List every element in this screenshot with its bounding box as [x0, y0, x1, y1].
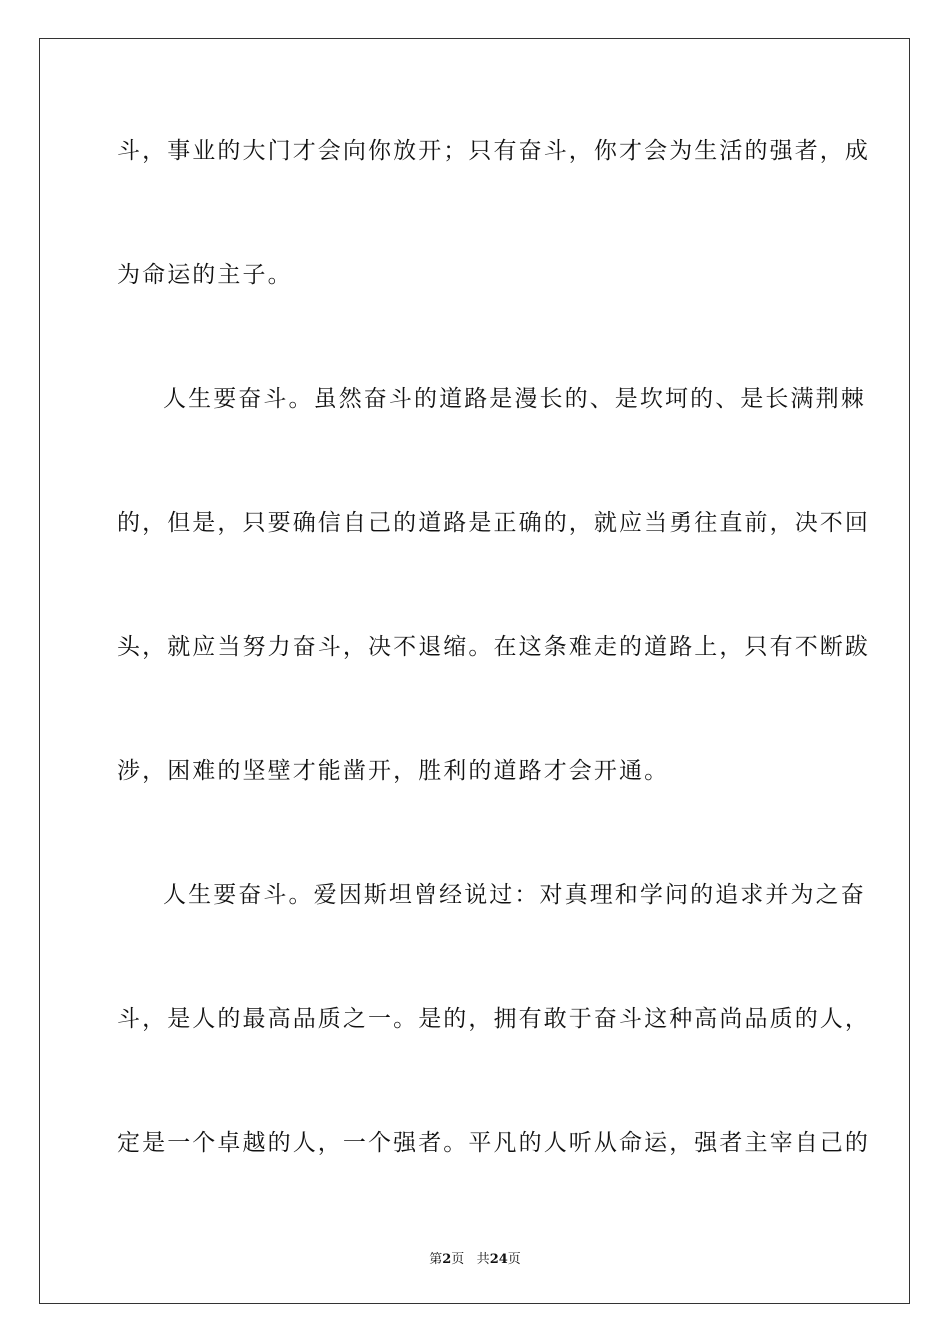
page-current: 2 [442, 1252, 452, 1267]
total-unit: 页 [507, 1252, 521, 1267]
text-line-4: 的，但是，只要确信自己的道路是正确的，就应当勇往直前，决不回 [117, 510, 870, 536]
page-total: 24 [489, 1252, 508, 1267]
text-line-1: 斗，事业的大门才会向你放开；只有奋斗，你才会为生活的强者，成 [117, 138, 870, 164]
text-line-2: 为命运的主子。 [117, 262, 293, 288]
text-line-5: 头，就应当努力奋斗，决不退缩。在这条难走的道路上，只有不断跋 [117, 634, 870, 660]
text-line-8: 斗，是人的最高品质之一。是的，拥有敢于奋斗这种高尚品质的人， [117, 1006, 870, 1032]
page-footer [0, 1248, 950, 1267]
paragraph-start-line-3: 人生要奋斗。虽然奋斗的道路是漫长的、是坎坷的、是长满荆棘 [163, 386, 866, 412]
text-line-9: 定是一个卓越的人，一个强者。平凡的人听从命运，强者主宰自己的 [117, 1130, 870, 1156]
page-prefix: 第 [429, 1252, 443, 1267]
text-line-6: 涉，困难的坚壁才能凿开，胜利的道路才会开通。 [117, 758, 670, 784]
total-prefix: 共 [476, 1252, 490, 1267]
paragraph-start-line-7: 人生要奋斗。爱因斯坦曾经说过：对真理和学问的追求并为之奋 [163, 882, 866, 908]
page-border [39, 38, 910, 1304]
page-unit: 页 [451, 1252, 465, 1267]
